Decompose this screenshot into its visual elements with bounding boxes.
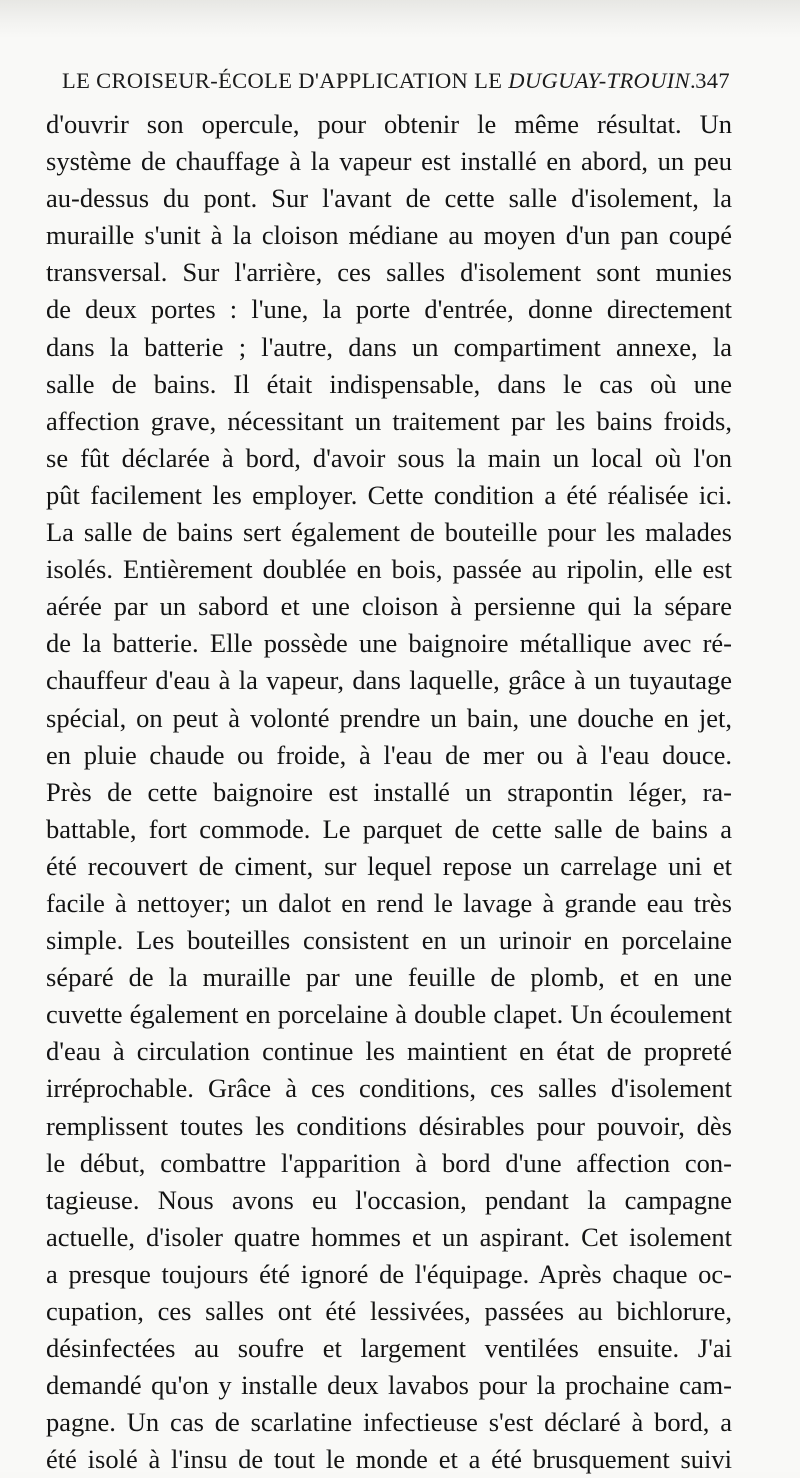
text-line: battable, fort commode. Le parquet de cette salle de bains a [46, 813, 732, 844]
text-line: cuvette également en porcelaine à double clapet. Un écoulement [46, 999, 732, 1030]
running-title [62, 68, 696, 94]
text-line: pagne. Un cas de scarlatine infectieuse s'est déclaré à bord, a [46, 1407, 732, 1438]
text-line: isolés. Entièrement doublée en bois, passée au ripolin, elle est [46, 554, 732, 585]
text-line: tagieuse. Nous avons eu l'occasion, pendant la campagne [46, 1184, 732, 1215]
text-line: irréprochable. Grâce à ces conditions, ces salles d'isolement [46, 1073, 732, 1104]
text-line: de deux portes : l'une, la porte d'entrée, donne directement [46, 294, 732, 325]
text-line: actuelle, d'isoler quatre hommes et un aspirant. Cet isolement [46, 1221, 732, 1252]
text-line: été isolé à l'insu de tout le monde et a été brusquement suivi [46, 1444, 732, 1475]
text-line: cupation, ces salles ont été lessivées, passées au bichlorure, [46, 1296, 732, 1326]
text-line: a presque toujours été ignoré de l'équipage. Après chaque oc- [46, 1258, 732, 1289]
running-title-suffix: . [689, 68, 696, 93]
running-title-prefix: LE CROISEUR-ÉCOLE D'APPLICATION LE [62, 68, 509, 93]
text-line: spécial, on peut à volonté prendre un bain, une douche en jet, [46, 702, 732, 733]
text-line: simple. Les bouteilles consistent en un urinoir en porcelaine [46, 925, 732, 956]
text-line: chauffeur d'eau à la vapeur, dans laquelle, grâce à un tuyautage [46, 665, 732, 696]
text-line: se fût déclarée à bord, d'avoir sous la main un local où l'on [46, 442, 732, 473]
text-line: muraille s'unit à la cloison médiane au moyen d'un pan coupé [46, 220, 732, 251]
text-line: affection grave, nécessitant un traitement par les bains froids, [46, 405, 732, 436]
ship-name: DUGUAY-TROUIN [508, 68, 690, 93]
text-line: facile à nettoyer; un dalot en rend le lavage à grande eau très [46, 887, 732, 918]
text-line: La salle de bains sert également de bouteille pour les malades [46, 517, 732, 548]
text-line: pût facilement les employer. Cette condition a été réalisée ici. [46, 479, 732, 510]
text-line: désinfectées au soufre et largement ventilées ensuite. J'ai [46, 1333, 732, 1364]
text-line: d'ouvrir son opercule, pour obtenir le même résultat. Un [46, 109, 732, 139]
text-line: été recouvert de ciment, sur lequel repose un carrelage uni et [46, 850, 732, 881]
text-line: transversal. Sur l'arrière, ces salles d'isolement sont munies [46, 257, 732, 288]
text-line: d'eau à circulation continue les maintient en état de propreté [46, 1036, 732, 1067]
text-line: dans la batterie ; l'autre, dans un compartiment annexe, la [46, 331, 732, 362]
text-line: remplissent toutes les conditions désirables pour pouvoir, dès [46, 1110, 732, 1141]
body-text [46, 106, 732, 1478]
page-number: 347 [695, 68, 730, 93]
text-line: salle de bains. Il était indispensable, dans le cas où une [46, 368, 732, 399]
text-line: en pluie chaude ou froide, à l'eau de mer ou à l'eau douce. [46, 739, 732, 770]
text-line: Près de cette baignoire est installé un strapontin léger, ra- [46, 776, 732, 807]
text-line: au-dessus du pont. Sur l'avant de cette salle d'isolement, la [46, 183, 732, 214]
text-line: système de chauffage à la vapeur est installé en abord, un peu [46, 146, 732, 177]
text-line: le début, combattre l'apparition à bord d'une affection con- [46, 1147, 732, 1178]
text-line: demandé qu'on y installe deux lavabos pour la prochaine cam- [46, 1370, 732, 1401]
scan-top-edge [0, 0, 800, 38]
text-line: séparé de la muraille par une feuille de plomb, et en une [46, 962, 732, 993]
text-line: aérée par un sabord et une cloison à persienne qui la sépare [46, 591, 732, 622]
running-header [62, 68, 730, 100]
text-line: de la batterie. Elle possède une baignoire métallique avec ré- [46, 628, 732, 659]
